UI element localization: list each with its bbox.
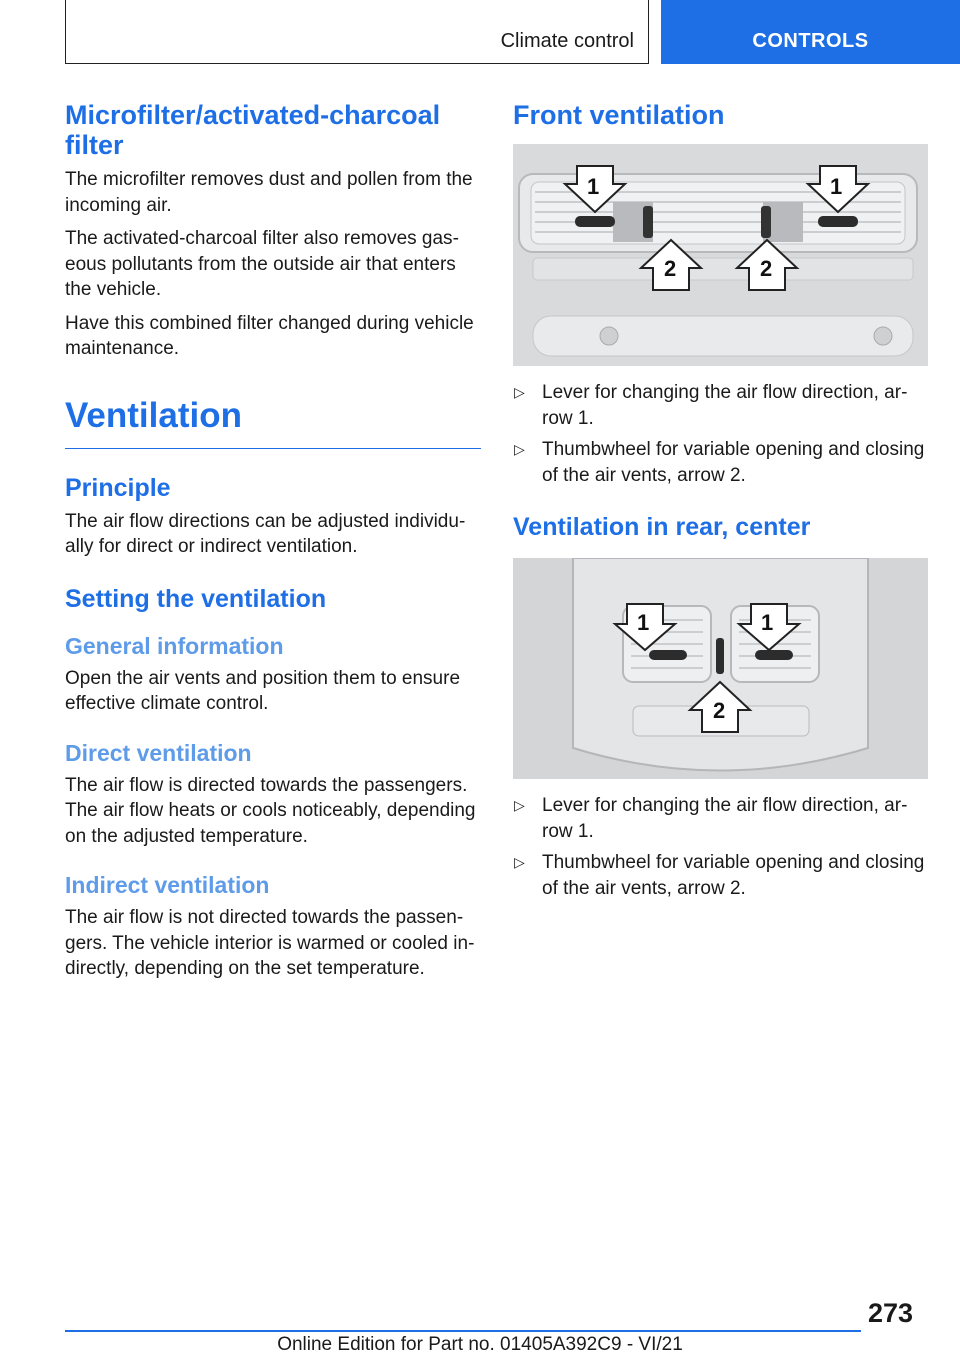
filter-paragraph-2: The activated-charcoal filter also removes gaseous pollutants from the outside air that enters the vehicle. (65, 228, 459, 300)
indirect-ventilation-paragraph: The air flow is not directed towards the passengers. The vehicle interior is warmed or cooled indirectly, depending on the set temperature. (65, 907, 475, 979)
triangle-bullet-icon: ▷ (514, 854, 525, 870)
footer-divider (65, 1330, 861, 1332)
front-vents-illustration (513, 144, 928, 366)
front-arrow-label-2a: 2 (664, 256, 677, 281)
rear-items-list (513, 793, 928, 901)
rear-vents-illustration (513, 558, 928, 779)
direct-ventilation-paragraph: The air flow is directed towards the passengers. The air flow heats or cools noticeably, depending on the adjusted temperature. (65, 774, 476, 847)
rear-arrow-label-1a: 1 (637, 610, 650, 635)
right-column (513, 100, 928, 907)
ventilation-heading: Ventilation (65, 396, 481, 449)
rear-arrow-label-2: 2 (713, 698, 726, 723)
list-item: ▷ Lever for changing the air flow direction, arrow 1. (514, 795, 908, 842)
general-info-heading: General information (65, 632, 284, 659)
setting-heading: Setting the ventilation (65, 584, 327, 613)
chapter-tab[interactable]: CONTROLS (661, 0, 960, 64)
front-items-list (513, 380, 928, 488)
rear-arrow-label-1b: 1 (761, 610, 774, 635)
filter-paragraph-1: The microfilter removes dust and pollen from the incoming air. (65, 169, 473, 216)
section-title: Climate control (500, 30, 634, 52)
indirect-ventilation-heading: Indirect ventilation (65, 872, 270, 898)
triangle-bullet-icon: ▷ (514, 441, 525, 457)
header-box (65, 0, 649, 64)
rear-ventilation-heading: Ventilation in rear, center (513, 513, 811, 541)
page-number: 273 (868, 1298, 914, 1328)
front-arrow-label-1a: 1 (587, 174, 600, 199)
general-info-paragraph: Open the air vents and position them to ensure effective climate control. (65, 667, 461, 714)
left-column (65, 100, 481, 990)
footer-edition-text: Online Edition for Part no. 01405A392C9 - VI/21 (277, 1334, 683, 1355)
list-item: ▷ Lever for changing the air flow direction, arrow 1. (514, 382, 908, 429)
principle-heading: Principle (65, 473, 171, 502)
triangle-bullet-icon: ▷ (514, 797, 525, 813)
filter-heading: Microfilter/activated-charcoal filter (65, 100, 441, 160)
direct-ventilation-heading: Direct ventilation (65, 739, 252, 766)
list-item: ▷ Thumbwheel for variable opening and closing of the air vents, arrow 2. (514, 852, 925, 899)
front-arrow-label-2b: 2 (760, 256, 773, 281)
principle-paragraph: The air flow directions can be adjusted individually for direct or indirect ventilation. (65, 510, 466, 557)
list-item: ▷ Thumbwheel for variable opening and closing of the air vents, arrow 2. (514, 439, 925, 486)
front-ventilation-heading: Front ventilation (513, 100, 725, 130)
triangle-bullet-icon: ▷ (514, 384, 525, 400)
front-arrow-label-1b: 1 (830, 174, 843, 199)
filter-paragraph-3: Have this combined filter changed during vehicle maintenance. (65, 312, 474, 359)
